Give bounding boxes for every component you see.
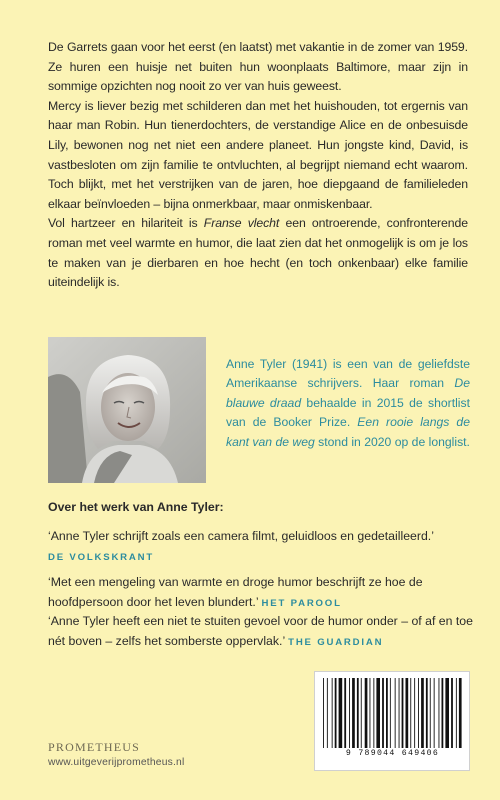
- blurb-paragraph-2: Mercy is liever bezig met schilderen dan met het huishouden, tot ergernis van haar man Robin. Hun tienerdochters, de verstandige Alice en de onbesuisde Lily, bewonen nog net niet een andere planeet. Hun jongste kind, David, is vastbesloten om zijn familie te ontvluchten, al begrijpt niemand echt waarom. Toch blijkt, met het verstrijken van de jaren, hoe diepgaand de familieleden elkaar beïnvloeden – bijna onmerkbaar, maar onmiskenbaar.: [48, 98, 468, 211]
- quote-text: ‘Anne Tyler heeft een niet te stuiten gevoel voor de humor onder – of af en toe nét boven – zelfs het somberste oppervlak.’: [48, 614, 473, 648]
- bio-book-1: De blauwe draad: [226, 376, 470, 410]
- blurb-p3-after: een ontroerende, confronterende roman met veel warmte en humor, die laat zien dat het onmogelijk is om je los te maken van je dierbaren en hoe hecht (en toch onkenbaar) elke familie uiteindelijk is.: [48, 216, 469, 290]
- quote-source: HET PAROOL: [261, 597, 342, 609]
- author-photo: [48, 337, 206, 483]
- publisher-website: www.uitgeverijprometheus.nl: [48, 757, 185, 768]
- blurb-paragraph-3: [48, 214, 468, 292]
- quote-source: DE VOLKSKRANT: [48, 551, 155, 563]
- quote-text: ‘Anne Tyler schrijft zoals een camera filmt, geluidloos en gedetailleerd.’: [48, 529, 434, 543]
- blurb-p3-before: Vol hartzeer en hilariteit is: [48, 216, 204, 231]
- praise-quote: [48, 612, 473, 652]
- bio-text-1: Anne Tyler (1941) is een van de geliefdste Amerikaanse schrijvers. Haar roman: [226, 357, 470, 391]
- bio-text-3: stond in 2020 op de longlist.: [314, 434, 470, 449]
- author-bio: [226, 355, 470, 452]
- praise-quote: [48, 527, 473, 567]
- bio-book-2: Een rooie langs de kant van de weg: [226, 415, 470, 449]
- book-blurb: [48, 38, 468, 293]
- praise-quote: [48, 573, 473, 613]
- praise-heading: Over het werk van Anne Tyler:: [48, 500, 224, 514]
- blurb-paragraph-1: De Garrets gaan voor het eerst (en laatst) met vakantie in de zomer van 1959. Ze huren een huisje net buiten hun woonplaats Baltimore, maar zijn in sommige opzichten nog nooit zo ver van huis geweest.: [48, 40, 468, 94]
- bio-text-2: behaalde in 2015 de shortlist van de Booker Prize.: [226, 395, 470, 430]
- book-title: Franse vlecht: [203, 216, 280, 231]
- barcode-digits: 9 789044 649406: [345, 749, 440, 758]
- publisher-logo: PROMETHEUS: [48, 740, 141, 754]
- quote-source: THE GUARDIAN: [288, 636, 384, 648]
- quote-text: ‘Met een mengeling van warmte en droge humor beschrijft ze hoe de hoofdpersoon door het leven blundert.’: [48, 575, 423, 609]
